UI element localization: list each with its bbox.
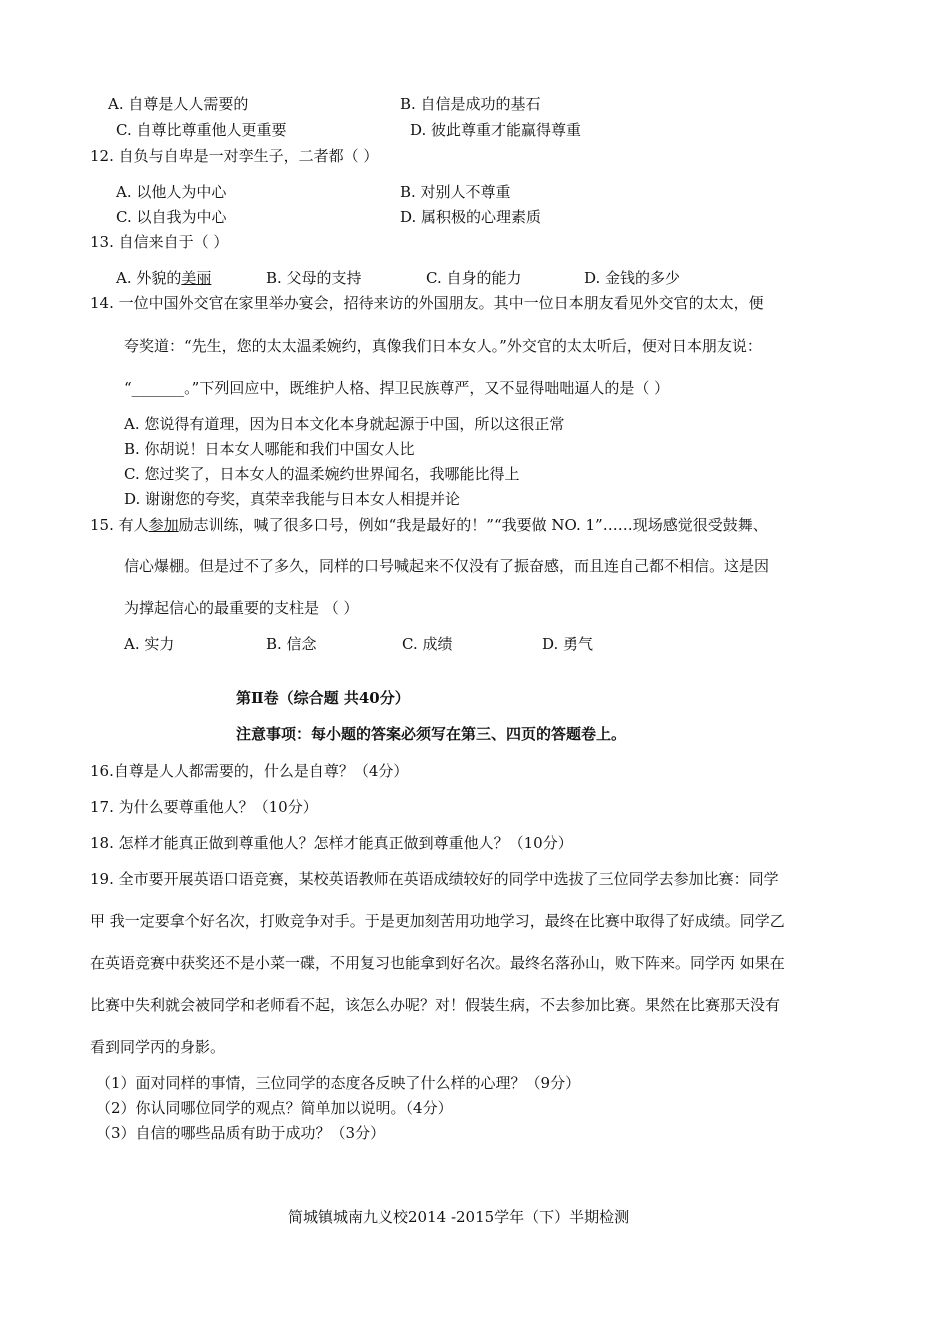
q13-option-b: B. 父母的支持 — [266, 269, 362, 287]
q19-line-2: 甲 我一定要拿个好名次，打败竞争对手。于是更加刻苦用功地学习，最终在比赛中取得了好成绩。同学乙 — [90, 912, 785, 930]
q13-option-c: C. 自身的能力 — [426, 269, 522, 287]
q14-option-b: B. 你胡说！日本女人哪能和我们中国女人比 — [124, 440, 415, 458]
q14-line-3: “_______。”下列回应中，既维护人格、捍卫民族尊严，又不显得咄咄逼人的是（ ） — [124, 379, 670, 397]
q13-option-a — [116, 268, 211, 288]
q15-option-a: A. 实力 — [124, 635, 175, 653]
q12-option-d: D. 属积极的心理素质 — [400, 208, 542, 226]
section-2-notice: 注意事项：每小题的答案必须写在第三、四页的答题卷上。 — [236, 725, 627, 743]
q11-option-c: C. 自尊比尊重他人更重要 — [116, 121, 287, 139]
q15-line-1-prefix: 15. 有人 — [90, 516, 149, 534]
q11-option-b: B. 自信是成功的基石 — [400, 95, 541, 113]
q15-option-d: D. 勇气 — [542, 635, 594, 653]
q11-option-d: D. 彼此尊重才能赢得尊重 — [410, 121, 582, 139]
q19-sub-3: （3）自信的哪些品质有助于成功？（3分） — [96, 1124, 386, 1142]
page-footer: 简城镇城南九义校2014 -2015学年（下）半期检测 — [288, 1208, 630, 1226]
q19-sub-2: （2）你认同哪位同学的观点？简单加以说明。（4分） — [96, 1099, 453, 1117]
q15-option-b: B. 信念 — [266, 635, 317, 653]
section-2-title: 第Ⅱ卷（综合题 共40分） — [236, 689, 410, 707]
q13-option-d: D. 金钱的多少 — [584, 269, 681, 287]
q19-line-5: 看到同学丙的身影。 — [90, 1038, 226, 1056]
q14-line-2: 夸奖道：“先生，您的太太温柔婉约，真像我们日本女人。”外交官的太太听后，便对日本朋友说： — [124, 337, 762, 355]
q15-option-c: C. 成绩 — [402, 635, 453, 653]
q17: 17. 为什么要尊重他人？（10分） — [90, 798, 318, 816]
q16: 16.自尊是人人都需要的，什么是自尊？（4分） — [90, 762, 409, 780]
q19-line-4: 比赛中失利就会被同学和老师看不起，该怎么办呢？对！假装生病，不去参加比赛。果然在比赛那天没有 — [90, 996, 781, 1014]
q14-line-1: 14. 一位中国外交官在家里举办宴会，招待来访的外国朋友。其中一位日本朋友看见外交官的太太，便 — [90, 294, 764, 312]
q18: 18. 怎样才能真正做到尊重他人？怎样才能真正做到尊重他人？（10分） — [90, 834, 573, 852]
q15-line-1-underlined: 参加 — [148, 516, 179, 534]
q15-line-1 — [90, 515, 768, 535]
q13-stem: 13. 自信来自于（ ） — [90, 233, 229, 251]
q11-option-a: A. 自尊是人人需要的 — [108, 95, 249, 113]
q12-stem: 12. 自负与自卑是一对孪生子，二者都（ ） — [90, 147, 379, 165]
q15-line-3: 为撑起信心的最重要的支柱是 （ ） — [124, 599, 359, 617]
q14-option-c: C. 您过奖了，日本女人的温柔婉约世界闻名，我哪能比得上 — [124, 465, 520, 483]
q13-option-a-prefix: A. 外貌的 — [116, 269, 182, 287]
q15-line-1-rest: 励志训练，喊了很多口号，例如“我是最好的！”“我要做 NO. 1”……现场感觉很受鼓舞、 — [178, 516, 768, 534]
q19-line-1: 19. 全市要开展英语口语竞赛，某校英语教师在英语成绩较好的同学中选拔了三位同学去参加比赛：同学 — [90, 870, 779, 888]
q12-option-c: C. 以自我为中心 — [116, 208, 227, 226]
q19-line-3: 在英语竞赛中获奖还不是小菜一碟，不用复习也能拿到好名次。最终名落孙山，败下阵来。同学丙 如果在 — [90, 954, 785, 972]
q13-option-a-underlined: 美丽 — [181, 269, 212, 287]
q15-line-2: 信心爆棚。但是过不了多久，同样的口号喊起来不仅没有了振奋感，而且连自己都不相信。这是因 — [124, 557, 770, 575]
q12-option-a: A. 以他人为中心 — [116, 183, 227, 201]
q12-option-b: B. 对别人不尊重 — [400, 183, 511, 201]
q14-option-a: A. 您说得有道理，因为日本文化本身就起源于中国，所以这很正常 — [124, 415, 565, 433]
q14-option-d: D. 谢谢您的夸奖，真荣幸我能与日本女人相提并论 — [124, 490, 461, 508]
q19-sub-1: （1）面对同样的事情，三位同学的态度各反映了什么样的心理？（9分） — [96, 1074, 581, 1092]
